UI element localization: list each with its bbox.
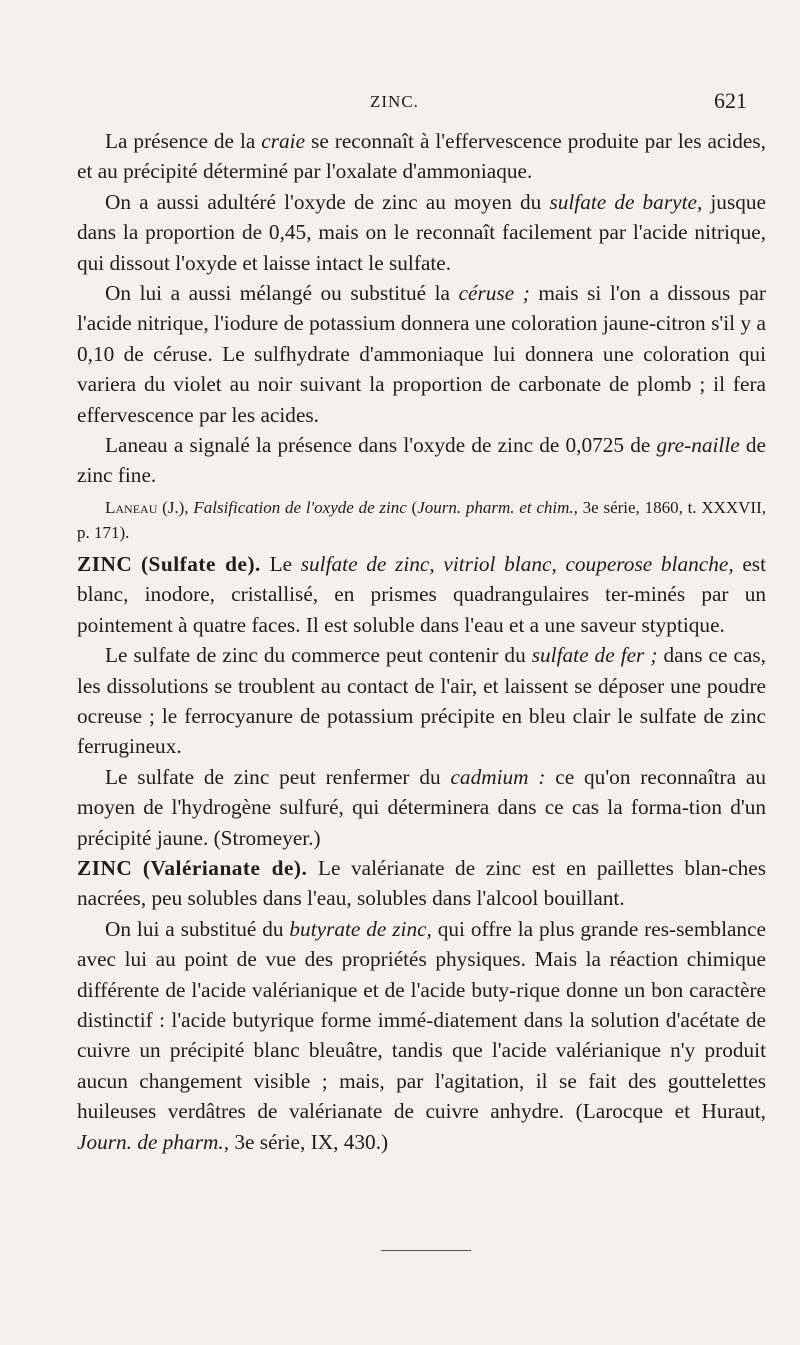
italic-term: céruse ; (458, 281, 530, 306)
end-rule (381, 1250, 471, 1251)
italic-term: gre-naille (656, 433, 740, 458)
entry-subheading: (Valérianate de). (142, 855, 308, 880)
italic-term: craie (261, 129, 306, 153)
paragraph: Le sulfate de zinc peut renfermer du cadmium : ce qu'on reconnaîtra au moyen de l'hydrogène sulfuré, qui déterminera dans ce cas la forma-tion d'un précipité jaune. (Stromeyer.) (77, 764, 766, 850)
paragraph: Le sulfate de zinc du commerce peut contenir du sulfate de fer ; dans ce cas, les dissolutions se troublent au contact de l'air, et laissent se déposer une poudre ocreuse ; le ferrocyanure de potassium précipite en bleu clair le sulfate de zinc ferrugineux. (77, 643, 767, 759)
italic-term: cadmium : (450, 764, 546, 789)
entry-heading: ZINC (77, 551, 133, 576)
paragraph: On lui a substitué du butyrate de zinc, qui offre la plus grande res-semblance avec lui au point de vue des propriétés physiques. Mais la réaction chimique différente de l'acide valérianique et de l'acide buty-rique donne un bon caractère distinctif : l'acide butyrique forme immé-diatement dans la solution d'acétate de cuivre un précipité blanc bleuâtre, tandis que l'acide valérianique n'y produit aucun changement visible ; mais, par l'agitation, il se fait des gouttelettes huileuses verdâtres de valérianate de cuivre anhydre. (Larocque et Huraut, Journ. de pharm., 3e série, IX, 430.) (77, 916, 766, 1154)
paragraph: Laneau a signalé la présence dans l'oxyde de zinc de 0,0725 de gre-naille de zinc fine. (77, 433, 766, 488)
entry-paragraph: ZINC (Sulfate de). Le sulfate de zinc, vitriol blanc, couperose blanche, est blanc, inodore, cristallisé, en prismes quadrangulaires ter-minés par un pointement à quatre faces. Il est soluble dans l'eau et a une saveur styptique. (77, 551, 766, 637)
running-head: ZINC. (370, 92, 419, 111)
italic-term: Journ. de pharm., (77, 1129, 230, 1154)
paragraph: La présence de la craie se reconnaît à l'effervescence produite par les acides, et au précipité déterminé par l'oxalate d'ammoniaque. (77, 129, 766, 184)
entry-heading: ZINC (77, 855, 133, 880)
page-header (0, 88, 800, 122)
entry-paragraph: ZINC (Valérianate de). Le valérianate de zinc est en paillettes blan-ches nacrées, peu solubles dans l'eau, solubles dans l'alcool bouillant. (77, 855, 766, 911)
italic-term: sulfate de baryte, (549, 189, 703, 214)
paragraph: On a aussi adultéré l'oxyde de zinc au moyen du sulfate de baryte, jusque dans la proportion de 0,45, mais on le reconnaît facilement par l'acide nitrique, qui dissout l'oxyde et laisse intact le sulfate. (77, 189, 766, 275)
body-text (77, 126, 766, 1157)
italic-term: butyrate de zinc, (289, 916, 432, 941)
italic-term: sulfate de fer ; (531, 643, 658, 668)
author-name: Laneau (105, 497, 158, 517)
italic-term: sulfate de zinc, vitriol blanc, couperose blanche, (300, 551, 734, 576)
entry-subheading: (Sulfate de). (140, 551, 261, 576)
italic-term: Falsification de l'oxyde de zinc (193, 497, 407, 517)
reference: Laneau (J.), Falsification de l'oxyde de zinc (Journ. pharm. et chim., 3e série, 1860, t. XXXVII, p. 171). (77, 497, 766, 542)
paragraph: On lui a aussi mélangé ou substitué la céruse ; mais si l'on a dissous par l'acide nitrique, l'iodure de potassium donnera une coloration jaune-citron s'il y a 0,10 de céruse. Le sulfhydrate d'ammoniaque lui donnera une coloration qui variera du violet au noir suivant la proportion de carbonate de plomb ; il fera effervescence par les acides. (77, 281, 766, 427)
page-number: 621 (714, 88, 747, 113)
italic-term: Journ. pharm. et chim., (417, 497, 578, 517)
